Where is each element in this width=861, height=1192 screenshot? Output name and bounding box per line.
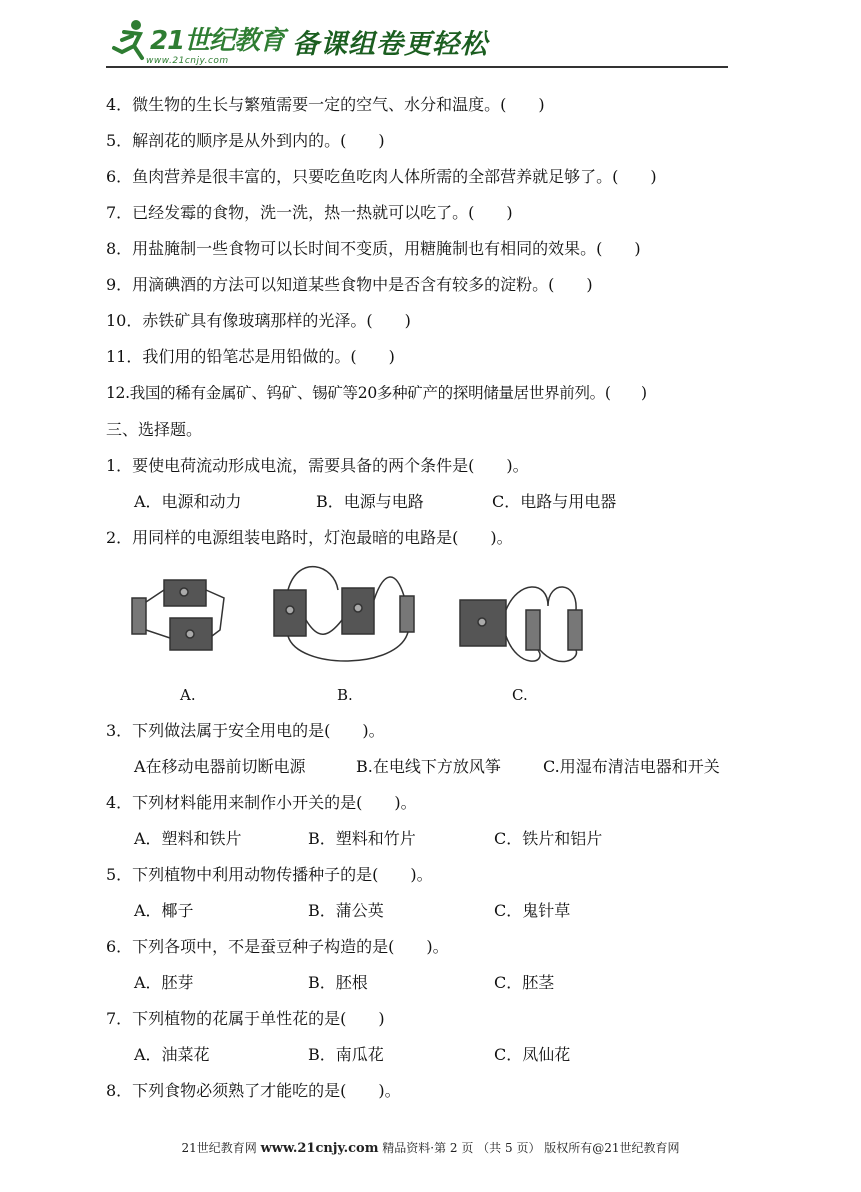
runner-logo-icon: [110, 18, 150, 62]
judgement-item: 6．鱼肉营养是很丰富的，只要吃鱼吃肉人体所需的全部营养就足够了。( ): [106, 167, 657, 186]
logo-url: www.21cnjy.com: [146, 56, 229, 66]
option-b: B．电源与电路: [316, 492, 424, 511]
judgement-item: 5．解剖花的顺序是从外到内的。( ): [106, 131, 385, 150]
circuit-b-image: [274, 567, 414, 661]
option-c: C．铁片和铝片: [494, 829, 603, 848]
judgement-item: 10．赤铁矿具有像玻璃那样的光泽。( ): [106, 311, 411, 330]
option-a: A．油菜花: [134, 1045, 210, 1064]
option-b: B．南瓜花: [308, 1045, 384, 1064]
section-title: 三、选择题。: [106, 420, 203, 439]
option-b: B．蒲公英: [308, 901, 384, 920]
judgement-item: 12.我国的稀有金属矿、钨矿、锡矿等20多种矿产的探明储量居世界前列。( ): [106, 384, 647, 402]
question-1: 1．要使电荷流动形成电流，需要具备的两个条件是( )。: [106, 456, 529, 475]
option-b: B．胚根: [308, 973, 368, 992]
option-b: B.在电线下方放风筝: [356, 757, 501, 776]
circuit-a-image: [132, 580, 224, 650]
option-a: A．椰子: [134, 901, 194, 920]
option-c: C．凤仙花: [494, 1045, 571, 1064]
option-a: A．电源和动力: [134, 492, 242, 511]
option-a: A．胚芽: [134, 973, 194, 992]
option-c: C．胚茎: [494, 973, 555, 992]
page-header: [106, 14, 728, 72]
header-slogan: 备课组卷更轻松: [292, 29, 488, 60]
question-5: 5．下列植物中利用动物传播种子的是( )。: [106, 865, 433, 884]
option-a: A．塑料和铁片: [134, 829, 242, 848]
circuit-label-c: C.: [512, 686, 528, 704]
judgement-item: 8．用盐腌制一些食物可以长时间不变质，用糖腌制也有相同的效果。( ): [106, 239, 641, 258]
circuit-c-image: [460, 587, 582, 662]
question-4: 4．下列材料能用来制作小开关的是( )。: [106, 793, 417, 812]
header-divider: [106, 66, 728, 68]
question-2: 2．用同样的电源组装电路时，灯泡最暗的电路是( )。: [106, 528, 513, 547]
footer-url[interactable]: www.21cnjy.com: [260, 1141, 379, 1156]
question-8: 8．下列食物必须熟了才能吃的是( )。: [106, 1081, 401, 1100]
judgement-item: 11．我们用的铅笔芯是用铅做的。( ): [106, 347, 395, 366]
circuit-label-b: B.: [337, 686, 353, 704]
logo-text: 21世纪教育: [150, 26, 285, 56]
option-c: C．鬼针草: [494, 901, 571, 920]
question-6: 6．下列各项中，不是蚕豆种子构造的是( )。: [106, 937, 449, 956]
footer-site: 21世纪教育网: [181, 1141, 257, 1155]
question-3: 3．下列做法属于安全用电的是( )。: [106, 721, 385, 740]
option-c: C.用湿布清洁电器和开关: [543, 757, 720, 776]
circuit-label-a: A.: [180, 686, 196, 704]
option-b: B．塑料和竹片: [308, 829, 416, 848]
judgement-item: 4．微生物的生长与繁殖需要一定的空气、水分和温度。( ): [106, 95, 545, 114]
judgement-item: 9．用滴碘酒的方法可以知道某些食物中是否含有较多的淀粉。( ): [106, 275, 593, 294]
question-7: 7．下列植物的花属于单性花的是( ): [106, 1009, 385, 1028]
circuit-diagrams: [128, 560, 608, 680]
page-footer: [0, 1139, 861, 1156]
judgement-item: 7．已经发霉的食物，洗一洗，热一热就可以吃了。( ): [106, 203, 513, 222]
option-a: A在移动电器前切断电源: [134, 757, 306, 776]
footer-text: 精品资料·第 2 页 （共 5 页） 版权所有@21世纪教育网: [382, 1141, 680, 1155]
option-c: C．电路与用电器: [492, 492, 617, 511]
